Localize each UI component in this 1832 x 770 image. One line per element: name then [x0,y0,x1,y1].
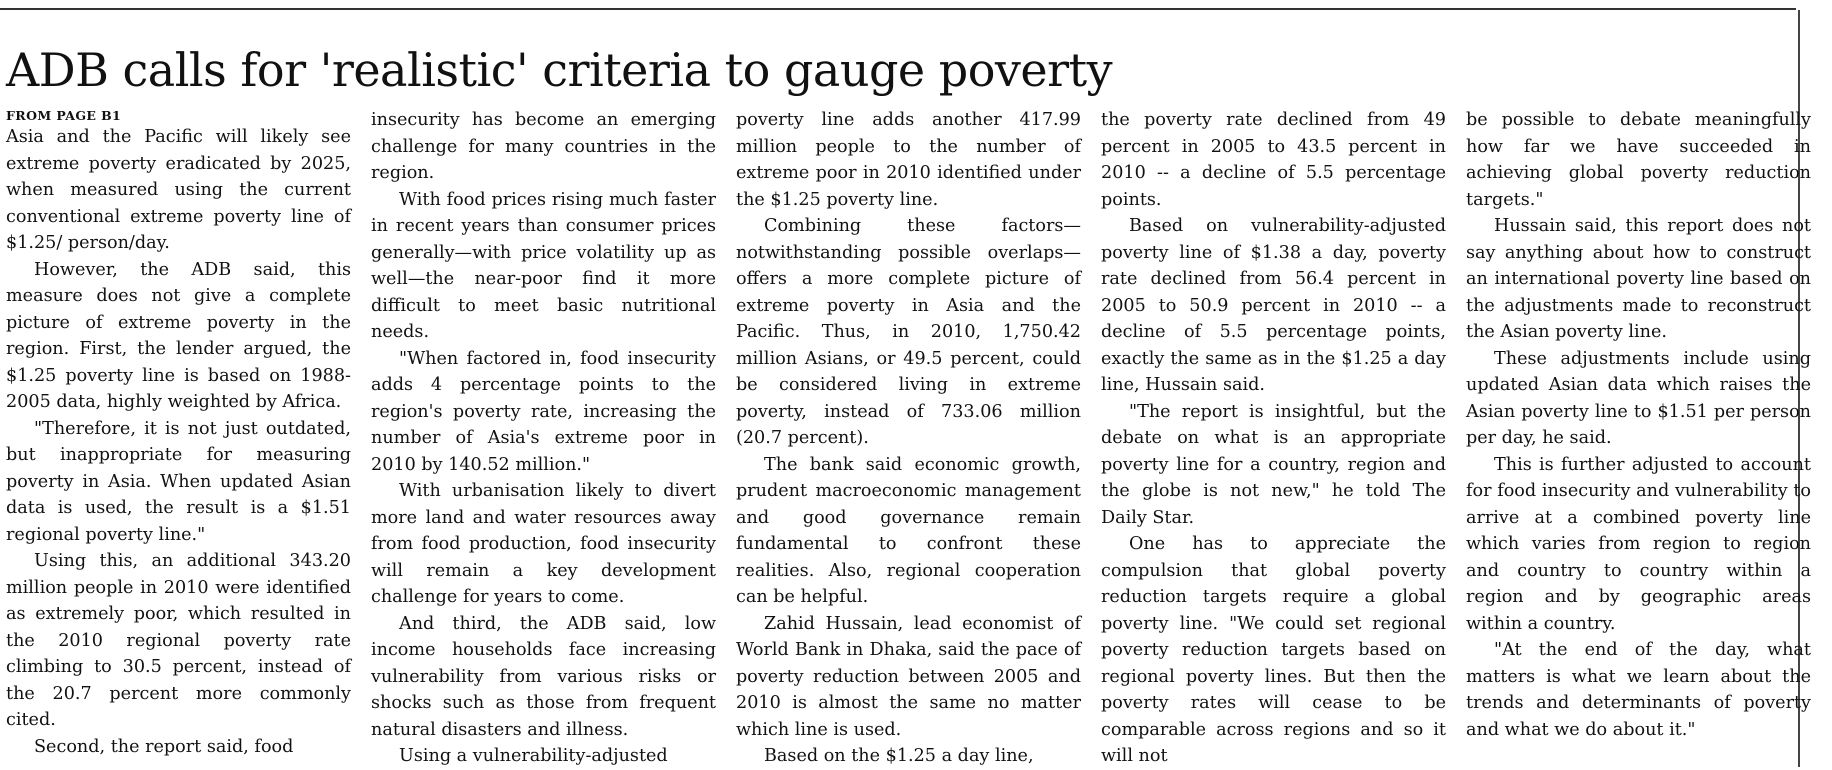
column-3 [736,107,1081,770]
paragraph: And third, the ADB said, low income households face increasing vulnerability from various risks or shocks such as those from frequent natural disasters and illness. [371,613,716,740]
paragraph: Hussain said, this report does not say anything about how to construct an international poverty line based on the adjustments made to reconstruct the Asian poverty line. [1466,216,1811,342]
article-body [6,107,1811,770]
paragraph: poverty line adds another 417.99 million people to the number of extreme poor in 2010 identified under the $1.25 poverty line. [736,110,1081,210]
column-5 [1466,107,1811,770]
column-4 [1101,107,1446,770]
jump-line: FROM PAGE B1 [6,108,122,123]
top-rule [0,8,1796,10]
paragraph: However, the ADB said, this measure does not give a complete picture of extreme poverty in the region. First, the lender argued, the $1.25 poverty line is based on 1988-2005 data, highly weighted by Africa. [6,259,351,412]
column-2 [371,107,716,770]
headline: ADB calls for 'realistic' criteria to gauge poverty [6,43,1113,97]
paragraph: Based on the $1.25 a day line, [764,746,1034,766]
paragraph: "At the end of the day, what matters is what we learn about the trends and determinants of poverty and what we do about it." [1466,640,1811,740]
paragraph: Based on vulnerability-adjusted poverty line of $1.38 a day, poverty rate declined from 56.4 percent in 2005 to 50.9 percent in 2010 -- a decline of 5.5 percentage points, exactly the same as in the $1.25 a day line, Hussain said. [1101,216,1446,395]
paragraph: These adjustments include using updated Asian data which raises the Asian poverty line to $1.51 per person per day, he said. [1466,348,1811,448]
paragraph: Second, the report said, food [34,736,294,757]
paragraph: One has to appreciate the compulsion that global poverty reduction targets require a global poverty line. "We could set regional poverty reduction targets based on regional poverty lines. But then the poverty rates will cease to be comparable across regions and so it will not [1101,534,1446,766]
paragraph: Using this, an additional 343.20 million people in 2010 were identified as extremely poor, which resulted in the 2010 regional poverty rate climbing to 30.5 percent, instead of the 20.7 percent more commonly cited. [6,551,351,730]
paragraph: "Therefore, it is not just outdated, but inappropriate for measuring poverty in Asia. When updated Asian data is used, the result is a $1.51 regional poverty line." [6,418,351,545]
paragraph: This is further adjusted to account for food insecurity and vulnerability to arrive at a combined poverty line which varies from region to region and country to country within a region and by geographic areas within a country. [1466,454,1811,634]
column-1 [6,107,351,770]
paragraph: Combining these factors—notwithstanding possible overlaps—offers a more complete picture of extreme poverty in Asia and the Pacific. Thus, in 2010, 1,750.42 million Asians, or 49.5 percent, could be considered living in extreme poverty, instead of 733.06 million (20.7 percent). [736,216,1081,448]
paragraph: Zahid Hussain, lead economist of World Bank in Dhaka, said the pace of poverty reduction between 2005 and 2010 is almost the same no matter which line is used. [736,613,1081,740]
paragraph: With urbanisation likely to divert more land and water resources away from food production, food insecurity will remain a key development challenge for years to come. [371,481,716,607]
paragraph: "When factored in, food insecurity adds 4 percentage points to the region's poverty rate, increasing the number of Asia's extreme poor in 2010 by 140.52 million." [371,348,716,475]
paragraph: "The report is insightful, but the debate on what is an appropriate poverty line for a country, region and the globe is not new," he told The Daily Star. [1101,401,1446,528]
paragraph: Using a vulnerability-adjusted [399,746,668,766]
paragraph: The bank said economic growth, prudent macroeconomic management and good governance remain fundamental to confront these realities. Also, regional cooperation can be helpful. [736,454,1081,607]
paragraph: be possible to debate meaningfully how far we have succeeded in achieving global poverty reduction targets." [1466,110,1811,210]
paragraph: With food prices rising much faster in recent years than consumer prices generally—with price volatility up as well—the near-poor find it more difficult to meet basic nutritional needs. [371,189,716,342]
paragraph: the poverty rate declined from 49 percent in 2005 to 43.5 percent in 2010 -- a decline of 5.5 percentage points. [1101,110,1446,210]
paragraph: Asia and the Pacific will likely see extreme poverty eradicated by 2025, when measured using the current conventional extreme poverty line of $1.25/ person/day. [6,127,351,253]
paragraph: insecurity has become an emerging challenge for many countries in the region. [371,110,716,183]
